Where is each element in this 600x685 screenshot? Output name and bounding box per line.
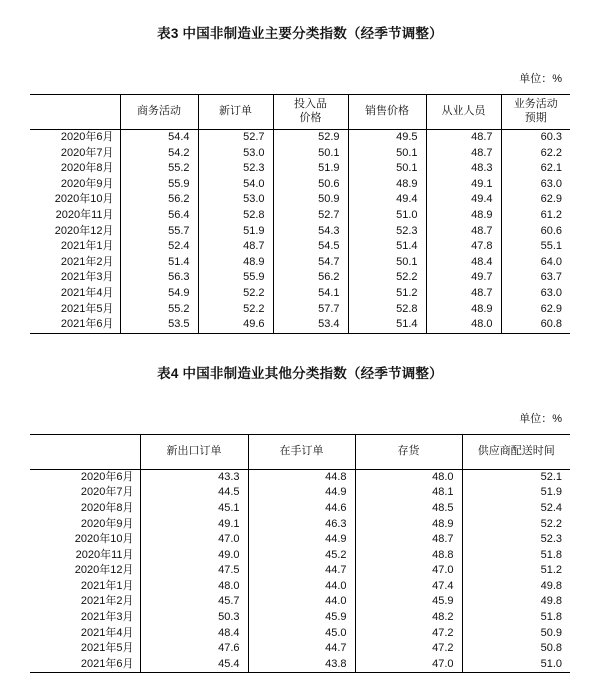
- table3-cell: 51.4: [120, 255, 198, 271]
- table3-cell: 55.2: [120, 302, 198, 318]
- table3-col-expectations-line2: 预期: [524, 112, 547, 124]
- table4-cell: 51.8: [462, 548, 570, 564]
- table4-corner-cell: [30, 434, 140, 469]
- table4-row-label: 2020年9月: [30, 517, 140, 533]
- table4-row-label: 2021年4月: [30, 626, 140, 642]
- table4-row-label: 2020年6月: [30, 469, 140, 485]
- table3-cell: 50.1: [348, 161, 426, 177]
- table4-row-label: 2021年3月: [30, 610, 140, 626]
- table4-unit: 单位：%: [519, 412, 562, 425]
- table-row: [30, 317, 570, 333]
- table4-cell: 47.0: [355, 657, 462, 673]
- table-row: [30, 579, 570, 595]
- table3-cell: 52.4: [120, 239, 198, 255]
- table3-cell: 52.8: [198, 208, 273, 224]
- table-row: [30, 532, 570, 548]
- table-row: [30, 239, 570, 255]
- table4-cell: 51.0: [462, 657, 570, 673]
- table3-cell: 53.0: [198, 192, 273, 208]
- table3-cell: 53.0: [198, 146, 273, 162]
- table3: [30, 94, 570, 334]
- table4-cell: 43.3: [140, 469, 248, 485]
- table-row: [30, 255, 570, 271]
- table3-row-label: 2020年10月: [30, 192, 120, 208]
- table4-cell: 47.0: [140, 532, 248, 548]
- table3-cell: 49.4: [348, 192, 426, 208]
- table4-row-label: 2021年2月: [30, 594, 140, 610]
- table3-cell: 49.5: [348, 130, 426, 146]
- table-row: [30, 270, 570, 286]
- table3-col-input-prices-line1: 投入品: [294, 98, 327, 111]
- table3-cell: 52.8: [348, 302, 426, 318]
- table4-cell: 50.9: [462, 626, 570, 642]
- table3-cell: 49.6: [198, 317, 273, 333]
- table3-cell: 50.6: [273, 177, 348, 193]
- table3-title: 表3 中国非制造业主要分类指数（经季节调整）: [157, 26, 443, 41]
- table-row: [30, 657, 570, 673]
- table4-section: [0, 362, 600, 674]
- table4-col-new-export-orders: 新出口订单: [140, 434, 248, 469]
- table3-cell: 61.2: [501, 208, 570, 224]
- table4-cell: 44.7: [248, 563, 355, 579]
- table4-cell: 45.9: [248, 610, 355, 626]
- table3-cell: 64.0: [501, 255, 570, 271]
- table4-cell: 45.7: [140, 594, 248, 610]
- table4-cell: 49.8: [462, 579, 570, 595]
- table3-cell: 55.1: [501, 239, 570, 255]
- table3-cell: 48.7: [426, 224, 501, 240]
- table3-cell: 54.5: [273, 239, 348, 255]
- table3-row-label: 2021年3月: [30, 270, 120, 286]
- table3-corner-cell: [30, 95, 120, 130]
- table3-col-employment: 从业人员: [426, 95, 501, 130]
- table3-cell: 52.7: [273, 208, 348, 224]
- table-row: [30, 563, 570, 579]
- table3-cell: 54.4: [120, 130, 198, 146]
- table3-row-label: 2021年4月: [30, 286, 120, 302]
- table4-cell: 48.0: [140, 579, 248, 595]
- table4-cell: 48.5: [355, 501, 462, 517]
- table3-cell: 51.4: [348, 239, 426, 255]
- table3-row-label: 2021年6月: [30, 317, 120, 333]
- table4-cell: 47.6: [140, 641, 248, 657]
- table3-cell: 53.4: [273, 317, 348, 333]
- table3-cell: 63.0: [501, 177, 570, 193]
- table4-cell: 48.2: [355, 610, 462, 626]
- table4-cell: 45.9: [355, 594, 462, 610]
- table4-row-label: 2020年10月: [30, 532, 140, 548]
- table3-cell: 48.7: [426, 286, 501, 302]
- table4-cell: 52.2: [462, 517, 570, 533]
- table3-row-label: 2020年11月: [30, 208, 120, 224]
- table3-cell: 52.7: [198, 130, 273, 146]
- table3-cell: 51.9: [273, 161, 348, 177]
- table4-cell: 51.8: [462, 610, 570, 626]
- table4-cell: 46.3: [248, 517, 355, 533]
- table4-cell: 48.7: [355, 532, 462, 548]
- table4-cell: 48.0: [355, 469, 462, 485]
- table3-col-input-prices: [273, 95, 348, 130]
- table3-cell: 55.7: [120, 224, 198, 240]
- table-row: [30, 286, 570, 302]
- table3-cell: 62.1: [501, 161, 570, 177]
- table4-cell: 52.3: [462, 532, 570, 548]
- table3-row-label: 2020年9月: [30, 177, 120, 193]
- table4-cell: 48.8: [355, 548, 462, 564]
- table3-cell: 52.3: [348, 224, 426, 240]
- table4-row-label: 2020年7月: [30, 485, 140, 501]
- table4-cell: 44.8: [248, 469, 355, 485]
- table-row: [30, 208, 570, 224]
- table3-cell: 56.3: [120, 270, 198, 286]
- table3-cell: 48.9: [348, 177, 426, 193]
- table3-cell: 51.2: [348, 286, 426, 302]
- table3-cell: 52.9: [273, 130, 348, 146]
- table-row: [30, 130, 570, 146]
- table3-body: [30, 130, 570, 334]
- table4-row-label: 2021年1月: [30, 579, 140, 595]
- table3-row-label: 2021年2月: [30, 255, 120, 271]
- table-row: [30, 224, 570, 240]
- table4-col-supplier-delivery-time: 供应商配送时间: [462, 434, 570, 469]
- table4-cell: 45.2: [248, 548, 355, 564]
- table3-cell: 54.7: [273, 255, 348, 271]
- table3-row-label: 2020年6月: [30, 130, 120, 146]
- table3-col-new-orders: 新订单: [198, 95, 273, 130]
- table4-cell: 44.9: [248, 485, 355, 501]
- table3-cell: 52.2: [198, 286, 273, 302]
- table-row: [30, 610, 570, 626]
- table3-cell: 56.2: [120, 192, 198, 208]
- table4-row-label: 2021年6月: [30, 657, 140, 673]
- table3-cell: 62.2: [501, 146, 570, 162]
- table-row: [30, 485, 570, 501]
- table3-cell: 51.4: [348, 317, 426, 333]
- table3-row-label: 2020年12月: [30, 224, 120, 240]
- table4-cell: 49.0: [140, 548, 248, 564]
- table3-cell: 48.9: [198, 255, 273, 271]
- table4-cell: 48.1: [355, 485, 462, 501]
- table4-cell: 47.4: [355, 579, 462, 595]
- table4-row-label: 2020年8月: [30, 501, 140, 517]
- table3-cell: 48.3: [426, 161, 501, 177]
- table3-unit: 单位：%: [519, 73, 562, 85]
- table3-cell: 54.0: [198, 177, 273, 193]
- table3-cell: 48.7: [198, 239, 273, 255]
- table3-cell: 53.5: [120, 317, 198, 333]
- table3-cell: 55.9: [120, 177, 198, 193]
- table4-cell: 50.8: [462, 641, 570, 657]
- table3-cell: 47.8: [426, 239, 501, 255]
- table3-col-input-prices-line2: 价格: [299, 112, 322, 124]
- table3-row-label: 2021年5月: [30, 302, 120, 318]
- table4-cell: 52.4: [462, 501, 570, 517]
- table-row: [30, 548, 570, 564]
- table4-row-label: 2020年12月: [30, 563, 140, 579]
- table3-cell: 48.7: [426, 146, 501, 162]
- table3-cell: 52.3: [198, 161, 273, 177]
- table3-cell: 57.7: [273, 302, 348, 318]
- table3-cell: 48.7: [426, 130, 501, 146]
- table4-cell: 52.1: [462, 469, 570, 485]
- table4-row-label: 2020年11月: [30, 548, 140, 564]
- table3-cell: 49.1: [426, 177, 501, 193]
- table3-cell: 49.4: [426, 192, 501, 208]
- table-row: [30, 161, 570, 177]
- table3-cell: 55.2: [120, 161, 198, 177]
- table3-cell: 60.6: [501, 224, 570, 240]
- table3-cell: 63.7: [501, 270, 570, 286]
- table4-body: [30, 469, 570, 673]
- table3-cell: 52.2: [348, 270, 426, 286]
- table3-cell: 62.9: [501, 192, 570, 208]
- table3-cell: 48.9: [426, 302, 501, 318]
- table4-cell: 48.4: [140, 626, 248, 642]
- table4-cell: 47.5: [140, 563, 248, 579]
- table-row: [30, 302, 570, 318]
- table4-cell: 44.5: [140, 485, 248, 501]
- table4-cell: 47.2: [355, 626, 462, 642]
- table-row: [30, 626, 570, 642]
- table3-cell: 54.9: [120, 286, 198, 302]
- table4-title: 表4 中国非制造业其他分类指数（经季节调整）: [157, 365, 443, 381]
- table4-col-inventory: 存货: [355, 434, 462, 469]
- table4-cell: 49.1: [140, 517, 248, 533]
- table4-cell: 49.8: [462, 594, 570, 610]
- table3-cell: 54.3: [273, 224, 348, 240]
- table-row: [30, 501, 570, 517]
- table3-cell: 48.0: [426, 317, 501, 333]
- table4-row-label: 2021年5月: [30, 641, 140, 657]
- table3-cell: 48.4: [426, 255, 501, 271]
- table-row: [30, 146, 570, 162]
- table4-cell: 44.0: [248, 594, 355, 610]
- table-row: [30, 641, 570, 657]
- table-row: [30, 594, 570, 610]
- table4-col-backlog-orders: 在手订单: [248, 434, 355, 469]
- table4-cell: 48.9: [355, 517, 462, 533]
- table4-header-row: [30, 434, 570, 469]
- table3-cell: 60.8: [501, 317, 570, 333]
- table4-cell: 45.1: [140, 501, 248, 517]
- table3-cell: 55.9: [198, 270, 273, 286]
- table3-section: [0, 22, 600, 334]
- table3-cell: 52.2: [198, 302, 273, 318]
- table4-cell: 51.9: [462, 485, 570, 501]
- table4-cell: 44.0: [248, 579, 355, 595]
- table-row: [30, 469, 570, 485]
- table3-cell: 51.9: [198, 224, 273, 240]
- table3-row-label: 2020年8月: [30, 161, 120, 177]
- table3-cell: 54.2: [120, 146, 198, 162]
- table4-cell: 44.7: [248, 641, 355, 657]
- table3-col-business-activity: 商务活动: [120, 95, 198, 130]
- table4-cell: 50.3: [140, 610, 248, 626]
- table-row: [30, 177, 570, 193]
- table4-cell: 44.6: [248, 501, 355, 517]
- table3-cell: 49.7: [426, 270, 501, 286]
- table4-cell: 51.2: [462, 563, 570, 579]
- table4-cell: 43.8: [248, 657, 355, 673]
- table3-header-row: [30, 95, 570, 130]
- table3-cell: 51.0: [348, 208, 426, 224]
- table3-cell: 60.3: [501, 130, 570, 146]
- table3-row-label: 2021年1月: [30, 239, 120, 255]
- table3-cell: 50.1: [348, 146, 426, 162]
- table3-cell: 56.2: [273, 270, 348, 286]
- table4-cell: 44.9: [248, 532, 355, 548]
- table3-cell: 50.9: [273, 192, 348, 208]
- table-row: [30, 192, 570, 208]
- table3-col-sales-prices: 销售价格: [348, 95, 426, 130]
- table4-cell: 45.4: [140, 657, 248, 673]
- table4-cell: 45.0: [248, 626, 355, 642]
- table3-cell: 62.9: [501, 302, 570, 318]
- table3-cell: 63.0: [501, 286, 570, 302]
- table4-cell: 47.0: [355, 563, 462, 579]
- table3-cell: 50.1: [273, 146, 348, 162]
- table3-col-expectations-line1: 业务活动: [513, 98, 558, 111]
- table3-cell: 54.1: [273, 286, 348, 302]
- table3-col-expectations: [501, 95, 570, 130]
- table4: [30, 434, 570, 674]
- table-row: [30, 517, 570, 533]
- table3-cell: 56.4: [120, 208, 198, 224]
- table4-cell: 47.2: [355, 641, 462, 657]
- table3-cell: 48.9: [426, 208, 501, 224]
- table3-cell: 50.1: [348, 255, 426, 271]
- table3-row-label: 2020年7月: [30, 146, 120, 162]
